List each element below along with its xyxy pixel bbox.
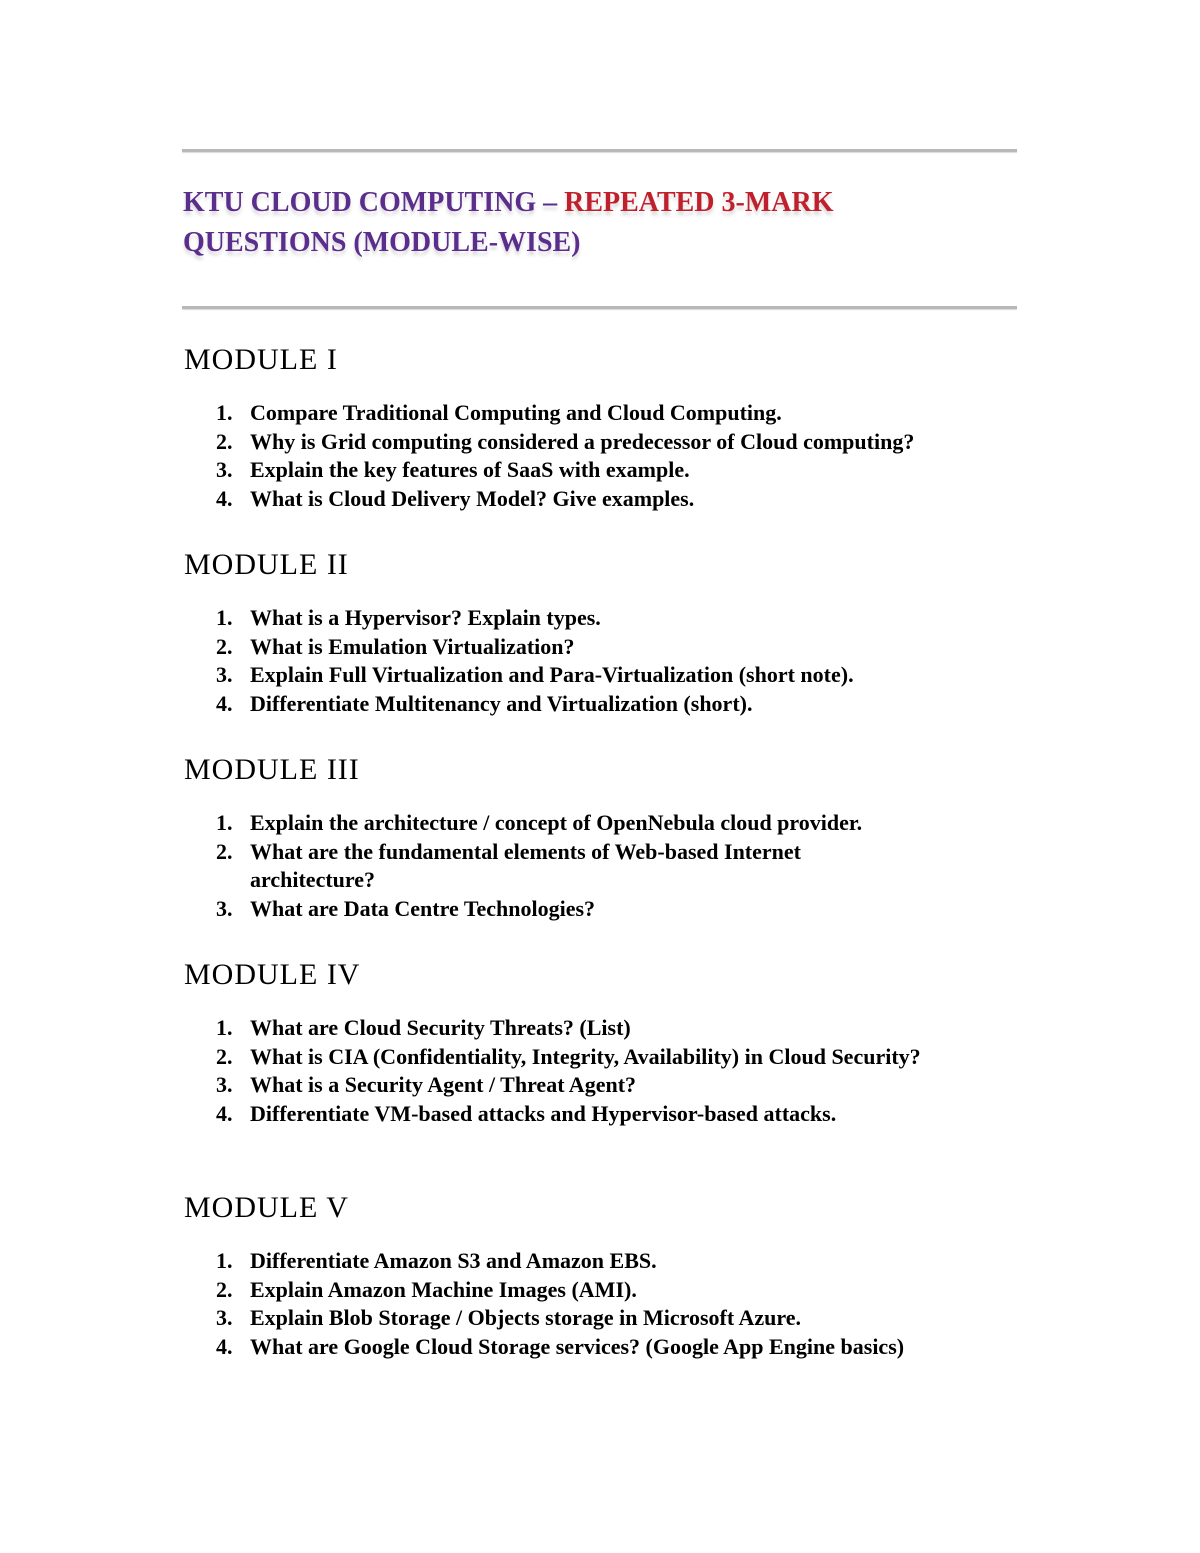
- question-item: [216, 809, 1046, 838]
- question-item: [216, 604, 1046, 633]
- question-list: [216, 604, 1046, 718]
- question-item: [216, 456, 1046, 485]
- question-item: [216, 1276, 1046, 1305]
- question-number: 3.: [216, 1072, 233, 1097]
- question-text: What is Cloud Delivery Model? Give examples.: [250, 485, 695, 511]
- question-item: [216, 1333, 1046, 1362]
- question-list: [216, 1247, 1046, 1361]
- question-text: What is a Security Agent / Threat Agent?: [250, 1072, 637, 1097]
- question-number: 1.: [216, 810, 233, 835]
- question-item: [216, 1014, 1046, 1043]
- question-number: 1.: [216, 1015, 233, 1040]
- question-list: [216, 399, 1046, 513]
- question-item: [216, 633, 1046, 662]
- question-item: [216, 399, 1046, 428]
- question-item: [216, 1043, 950, 1072]
- question-item: [216, 1100, 1046, 1129]
- question-number: 4.: [216, 485, 233, 511]
- module-section: [184, 343, 1044, 511]
- question-number: 2.: [216, 1276, 233, 1302]
- question-text: What are Cloud Security Threats? (List): [250, 1015, 631, 1040]
- question-number: 3.: [216, 1305, 233, 1330]
- question-number: 4.: [216, 1100, 233, 1126]
- question-number: 2.: [216, 428, 233, 454]
- title-part-b: REPEATED 3-MARK: [564, 187, 834, 218]
- question-text: Explain the architecture / concept of OpenNebula cloud provider.: [250, 810, 863, 835]
- question-text: What is Emulation Virtualization?: [250, 633, 575, 659]
- question-text: What is a Hypervisor? Explain types.: [250, 605, 601, 630]
- module-section: [184, 958, 1044, 1126]
- question-number: 3.: [216, 662, 233, 687]
- title-part-a: KTU CLOUD COMPUTING –: [183, 187, 565, 218]
- question-item: [216, 838, 910, 895]
- module-heading: MODULE V: [184, 1191, 349, 1224]
- question-text: Differentiate Amazon S3 and Amazon EBS.: [250, 1248, 657, 1273]
- question-number: 2.: [216, 633, 233, 659]
- bottom-divider: [182, 306, 1017, 309]
- document-title: [183, 183, 983, 263]
- question-text: What are the fundamental elements of Web-based Internet architecture?: [250, 838, 801, 892]
- question-text: Explain Amazon Machine Images (AMI).: [250, 1276, 637, 1302]
- question-text: Explain Blob Storage / Objects storage in Microsoft Azure.: [250, 1305, 801, 1330]
- question-text: What are Google Cloud Storage services? (Google App Engine basics): [250, 1333, 905, 1359]
- module-heading: MODULE I: [184, 343, 338, 376]
- question-number: 4.: [216, 1333, 233, 1359]
- question-item: [216, 485, 1046, 514]
- question-list: [216, 809, 1046, 923]
- title-line-2: QUESTIONS (MODULE-WISE): [183, 227, 581, 258]
- question-number: 3.: [216, 457, 233, 482]
- question-item: [216, 690, 1046, 719]
- question-text: Why is Grid computing considered a predecessor of Cloud computing?: [250, 428, 915, 454]
- question-list: [216, 1014, 1046, 1128]
- question-item: [216, 661, 1046, 690]
- question-number: 3.: [216, 895, 233, 921]
- question-text: Explain the key features of SaaS with example.: [250, 457, 690, 482]
- module-section: [184, 1191, 1044, 1359]
- top-divider: [182, 149, 1017, 152]
- question-text: Explain Full Virtualization and Para-Virtualization (short note).: [250, 662, 854, 687]
- question-text: Differentiate VM-based attacks and Hypervisor-based attacks.: [250, 1100, 837, 1126]
- question-number: 1.: [216, 400, 233, 425]
- question-text: What is CIA (Confidentiality, Integrity, Availability) in Cloud Security?: [250, 1043, 921, 1069]
- module-heading: MODULE IV: [184, 958, 361, 991]
- question-number: 1.: [216, 605, 233, 630]
- question-item: [216, 1247, 1046, 1276]
- module-section: [184, 753, 1044, 921]
- question-number: 2.: [216, 838, 233, 864]
- module-section: [184, 548, 1044, 716]
- question-text: What are Data Centre Technologies?: [250, 895, 596, 921]
- question-item: [216, 428, 1046, 457]
- question-text: Differentiate Multitenancy and Virtualization (short).: [250, 690, 753, 716]
- module-heading: MODULE II: [184, 548, 349, 581]
- question-item: [216, 1304, 1046, 1333]
- question-item: [216, 895, 1046, 924]
- question-number: 2.: [216, 1043, 233, 1069]
- question-number: 4.: [216, 690, 233, 716]
- question-item: [216, 1071, 1046, 1100]
- question-number: 1.: [216, 1248, 233, 1273]
- module-heading: MODULE III: [184, 753, 360, 786]
- question-text: Compare Traditional Computing and Cloud Computing.: [250, 400, 782, 425]
